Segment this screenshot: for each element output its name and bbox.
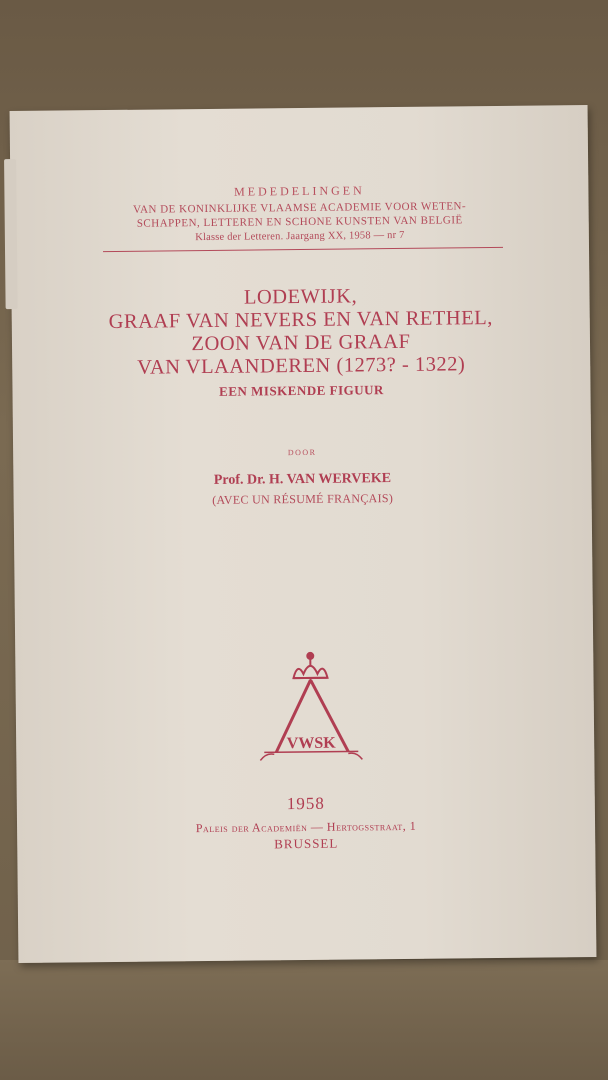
series-title: MEDEDELINGEN [234, 183, 365, 199]
series-line-1: VAN DE KONINKLIJKE VLAAMSE ACADEMIE VOOR WETEN- [132, 200, 467, 216]
title-line-3: ZOON VAN DE GRAAF [191, 330, 411, 356]
crowned-triangle-emblem-icon [255, 647, 366, 770]
logo-text: VWSK [286, 734, 336, 753]
table-surface [0, 960, 608, 1080]
series-line-2: SCHAPPEN, LETTEREN EN SCHONE KUNSTEN VAN BELGIË [136, 214, 463, 230]
publisher-city: BRUSSEL [274, 835, 339, 852]
byline-door: DOOR [287, 447, 317, 458]
main-title [11, 283, 590, 381]
series-line-3: Klasse der Letteren. Jaargang XX, 1958 — nr 7 [195, 229, 405, 244]
title-line-4: VAN VLAANDEREN (1273? - 1322) [137, 353, 466, 379]
resume-note: (AVEC UN RÉSUMÉ FRANÇAIS) [212, 491, 394, 507]
publication-year: 1958 [286, 793, 325, 814]
booklet-cover [10, 105, 597, 963]
header-rule [103, 247, 503, 252]
title-line-1: LODEWIJK, [243, 285, 358, 309]
publisher-address: Paleis der Academiën — Hertogsstraat, 1 [195, 818, 417, 836]
author-name: Prof. Dr. H. VAN WERVEKE [213, 471, 392, 488]
subtitle: EEN MISKENDE FIGUUR [219, 382, 384, 399]
title-line-2: GRAAF VAN NEVERS EN VAN RETHEL, [108, 307, 493, 334]
